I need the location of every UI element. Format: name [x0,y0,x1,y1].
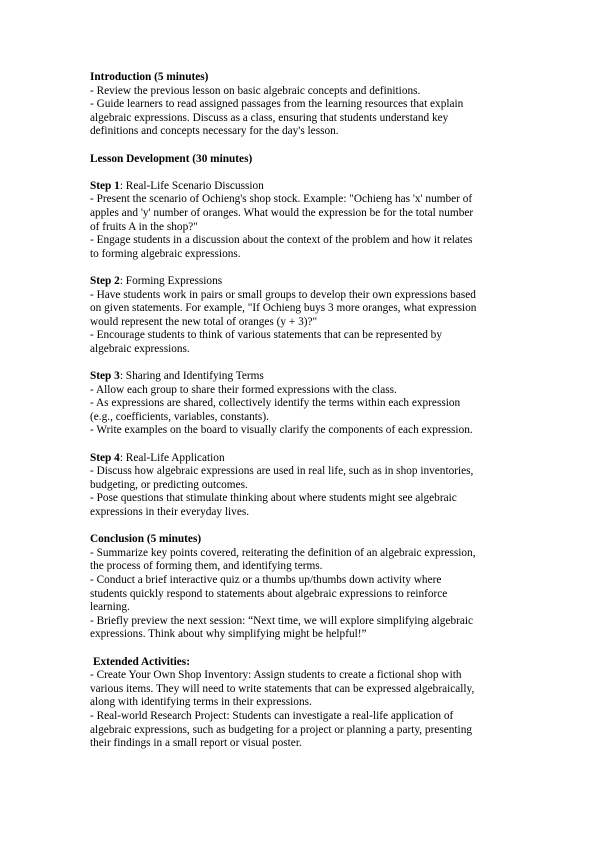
paragraph-line: - As expressions are shared, collectively identify the terms within each expression [90,397,461,410]
paragraph-line: - Real-world Research Project: Students can investigate a real-life application of [90,709,454,722]
spacer [90,261,555,275]
paragraph-line: algebraic expressions, such as budgeting for a project or planning a party, presenting [90,723,472,736]
conclusion-section [90,533,555,642]
paragraph-line: various items. They will need to write statements that can be expressed algebraically, [90,682,475,695]
paragraph-line: - Summarize key points covered, reiterating the definition of an algebraic expression, [90,546,476,559]
paragraph-line: the process of forming them, and identifying terms. [90,560,323,573]
paragraph-line: - Review the previous lesson on basic algebraic concepts and definitions. [90,84,421,97]
lesson-development-heading: Lesson Development (30 minutes) [90,152,253,165]
step-label: Step 1 [90,179,120,192]
spacer [90,356,555,370]
paragraph-line: budgeting, or predicting outcomes. [90,478,248,491]
step-title: : Real-Life Scenario Discussion [119,179,264,192]
extended-activities-section [90,656,555,751]
step-title: : Sharing and Identifying Terms [119,370,264,383]
spacer [90,438,555,452]
paragraph-line: would represent the new total of oranges (y + 3)?" [90,315,318,328]
paragraph-line: - Have students work in pairs or small groups to develop their own expressions based [90,288,476,301]
paragraph-line: expressions. Think about why simplifying might be helpful!” [90,628,367,641]
paragraph-line: (e.g., coefficients, variables, constants). [90,410,269,423]
conclusion-heading: Conclusion (5 minutes) [90,533,202,546]
paragraph-line: of fruits A in the shop?" [90,220,198,233]
step-3-section [90,370,555,438]
introduction-section [90,71,555,139]
paragraph-line: - Guide learners to read assigned passages from the learning resources that explain [90,98,464,111]
spacer [90,166,555,180]
spacer [90,139,555,153]
step-label: Step 3 [90,370,120,383]
step-4-heading [90,452,555,466]
spacer [90,520,555,534]
paragraph-line: - Conduct a brief interactive quiz or a thumbs up/thumbs down activity where [90,573,442,586]
paragraph-line: algebraic expressions. [90,342,190,355]
paragraph-line: - Pose questions that stimulate thinking about where students might see algebraic [90,492,457,505]
paragraph-line: apples and 'y' number of oranges. What would the expression be for the total number [90,206,474,219]
paragraph-line: - Engage students in a discussion about the context of the problem and how it relates [90,234,473,247]
lesson-development-section [90,153,555,167]
paragraph-line: students quickly respond to statements about algebraic expressions to reinforce [90,587,448,600]
paragraph-line: definitions and concepts necessary for the day's lesson. [90,125,339,138]
paragraph-line: algebraic expressions. Discuss as a class, ensuring that students understand key [90,111,449,124]
step-title: : Forming Expressions [119,274,223,287]
paragraph-line: - Write examples on the board to visually clarify the components of each expression. [90,424,473,437]
step-1-section [90,180,555,262]
paragraph-line: to forming algebraic expressions. [90,247,241,260]
step-2-heading [90,275,555,289]
step-title: : Real-Life Application [119,451,225,464]
paragraph-line: - Create Your Own Shop Inventory: Assign students to create a fictional shop with [90,669,462,682]
paragraph-line: expressions in their everyday lives. [90,506,250,518]
step-4-section [90,452,555,520]
paragraph-line: on given statements. For example, "If Ochieng buys 3 more oranges, what expression [90,302,477,315]
paragraph-line: their findings in a small report or visual poster. [90,737,302,750]
step-label: Step 4 [90,451,120,464]
paragraph-line: - Allow each group to share their formed expressions with the class. [90,383,397,396]
paragraph-line: - Present the scenario of Ochieng's shop stock. Example: "Ochieng has 'x' number of [90,193,473,206]
step-2-section [90,275,555,357]
paragraph-line: along with identifying terms in their expressions. [90,696,312,709]
spacer [90,642,555,656]
step-3-heading [90,370,555,384]
extended-activities-heading: Extended Activities: [93,655,190,668]
paragraph-line: - Encourage students to think of various statements that can be represented by [90,329,442,342]
introduction-heading: Introduction (5 minutes) [90,71,209,83]
step-1-heading [90,180,555,194]
paragraph-line: learning. [90,601,130,614]
paragraph-line: - Briefly preview the next session: “Next time, we will explore simplifying algebraic [90,614,474,627]
step-label: Step 2 [90,274,120,287]
paragraph-line: - Discuss how algebraic expressions are used in real life, such as in shop inventories, [90,465,474,478]
